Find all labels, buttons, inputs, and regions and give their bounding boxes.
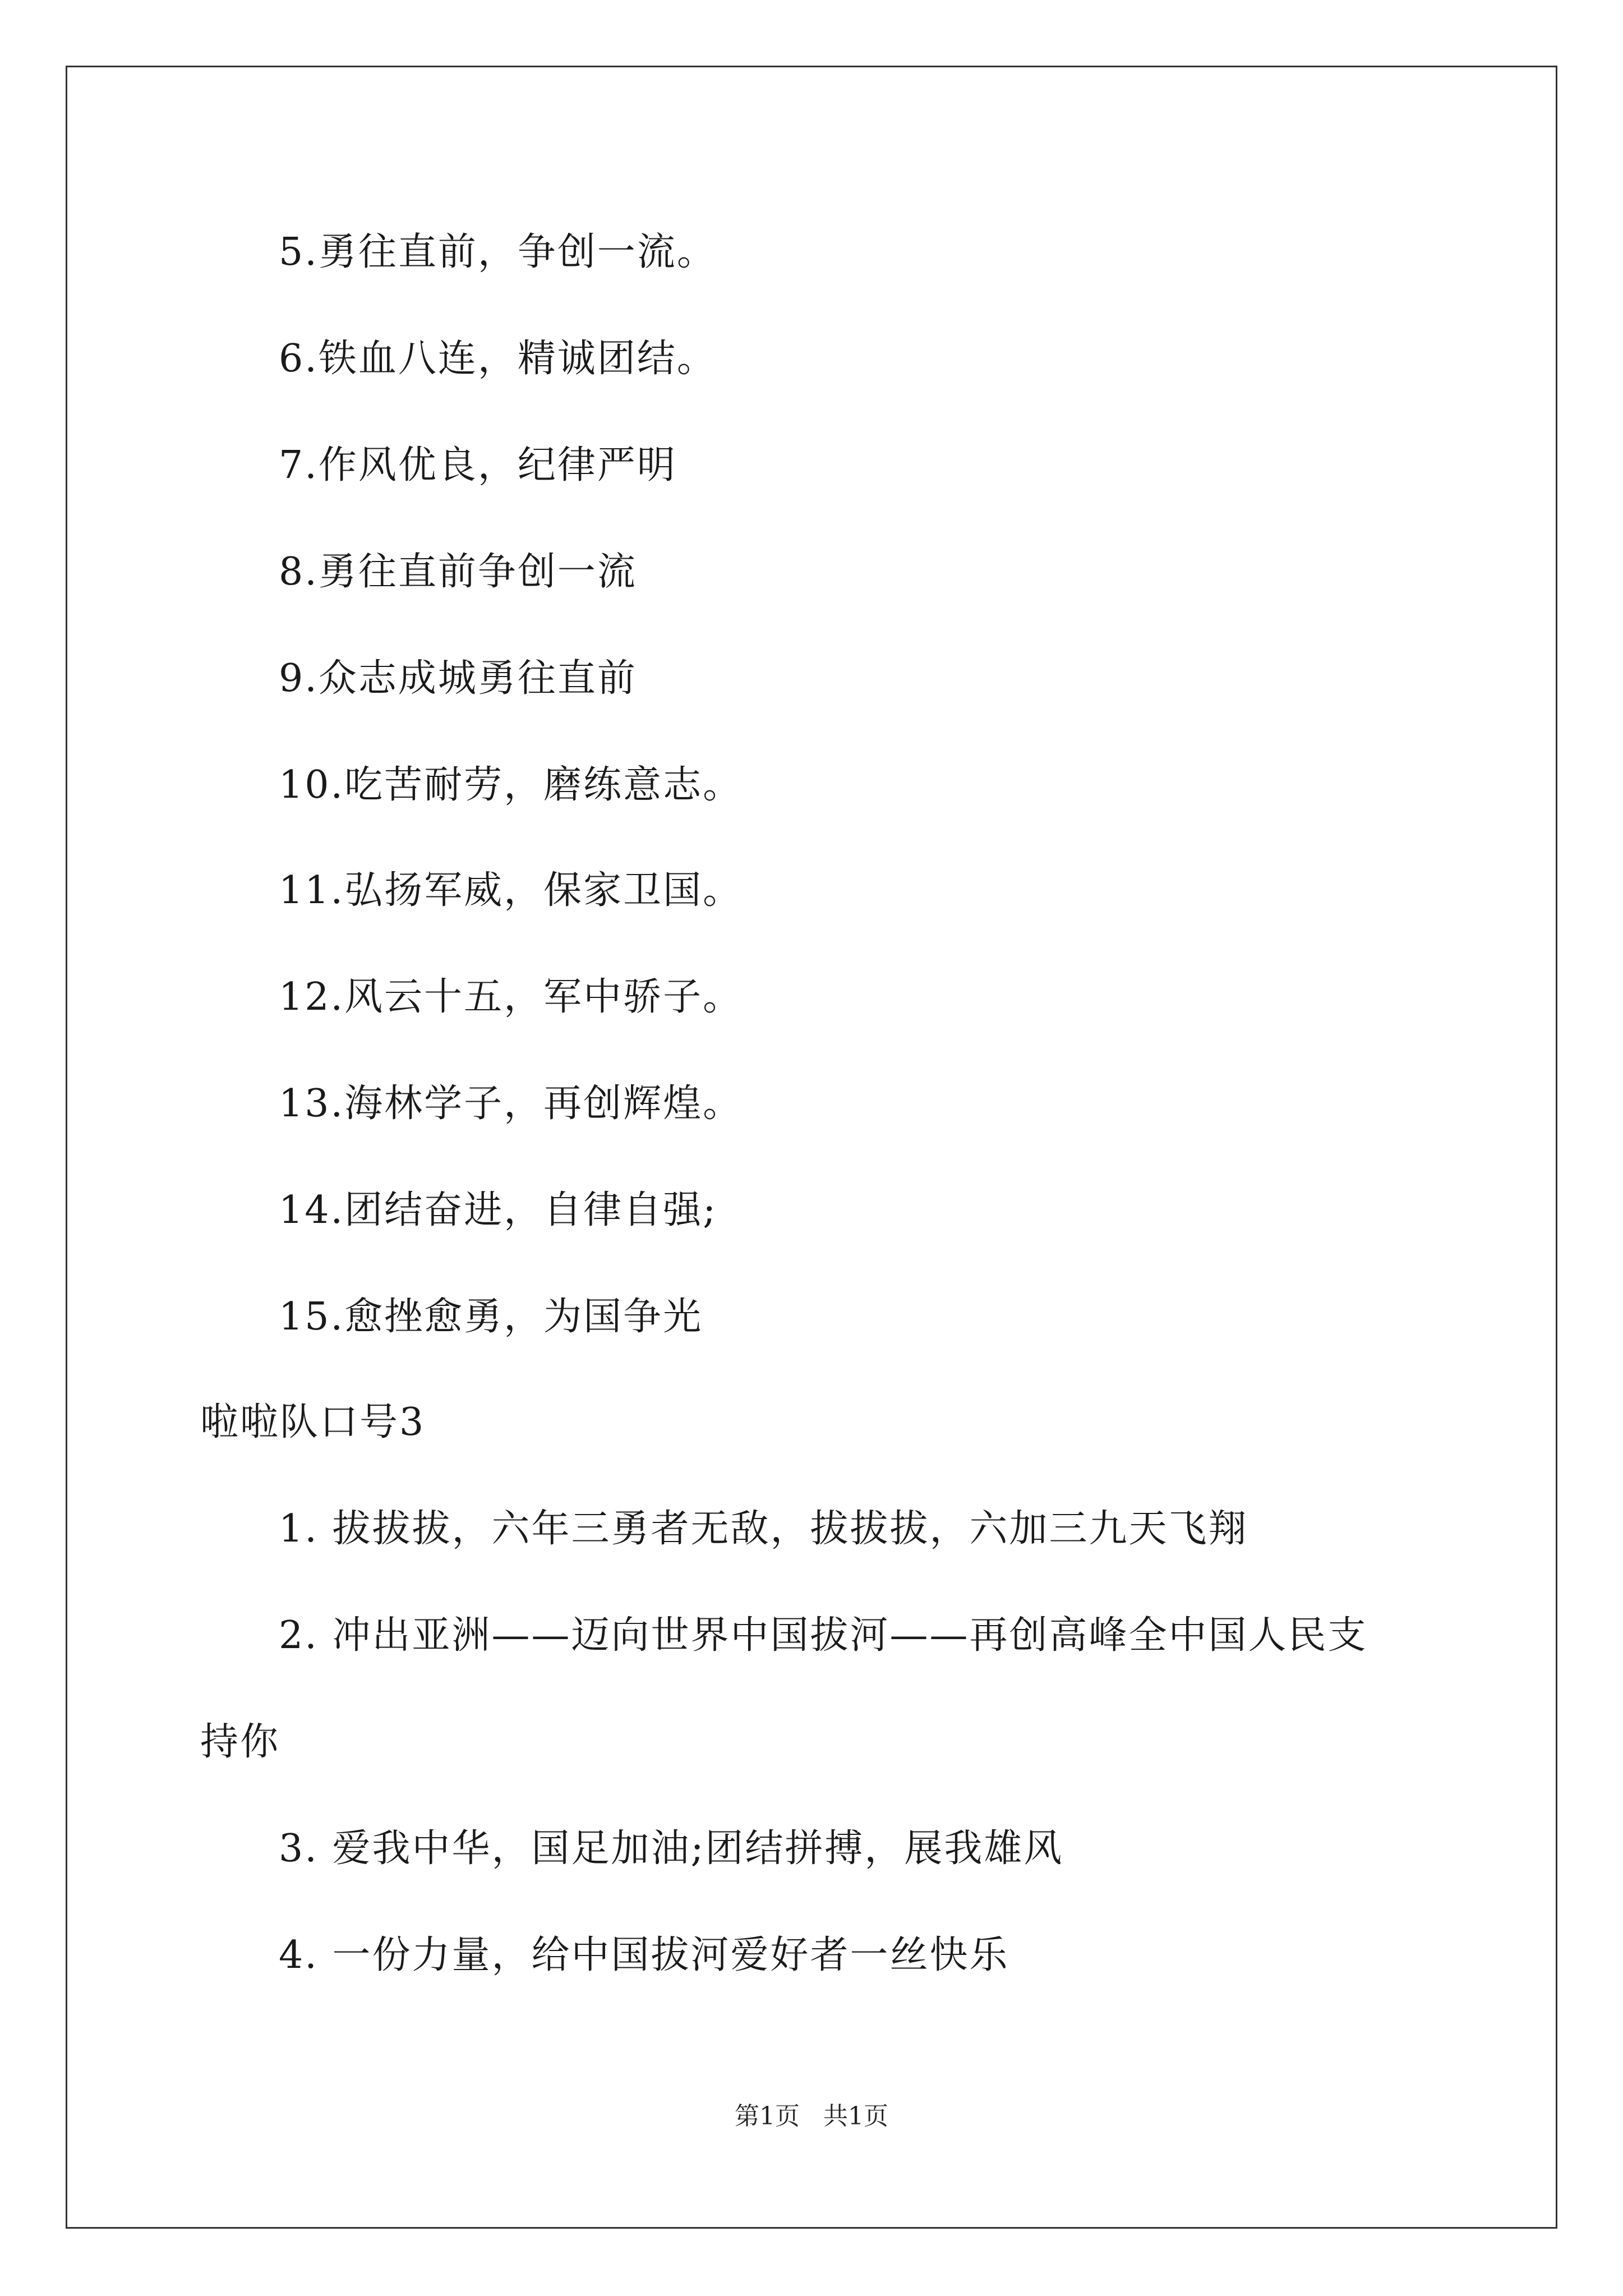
slogan-line-12: 12.风云十五，军中骄子。 xyxy=(279,975,743,1019)
section-heading: 啦啦队口号3 xyxy=(200,1400,426,1444)
page-border xyxy=(66,66,1557,2229)
cheer-line-2-continued: 持你 xyxy=(200,1720,280,1764)
cheer-line-2: 2. 冲出亚洲——迈向世界中国拔河——再创高峰全中国人民支 xyxy=(279,1613,1368,1658)
total-pages-label: 共1页 xyxy=(823,2102,888,2131)
cheer-line-1: 1. 拔拔拔，六年三勇者无敌，拔拔拔，六加三九天飞翔 xyxy=(279,1507,1248,1551)
slogan-line-6: 6.铁血八连，精诚团结。 xyxy=(279,337,717,381)
slogan-line-10: 10.吃苦耐劳，磨练意志。 xyxy=(279,763,743,807)
slogan-line-8: 8.勇往直前争创一流 xyxy=(279,550,637,594)
slogan-line-15: 15.愈挫愈勇，为国争光 xyxy=(279,1295,703,1339)
slogan-line-5: 5.勇往直前，争创一流。 xyxy=(279,230,717,274)
slogan-line-13: 13.海林学子，再创辉煌。 xyxy=(279,1082,743,1126)
page-footer xyxy=(0,2101,1623,2132)
page-number-label: 第1页 xyxy=(735,2102,800,2131)
slogan-line-14: 14.团结奋进，自律自强; xyxy=(279,1188,718,1232)
cheer-line-4: 4. 一份力量，给中国拔河爱好者一丝快乐 xyxy=(279,1933,1009,1977)
slogan-line-9: 9.众志成城勇往直前 xyxy=(279,656,637,701)
slogan-line-7: 7.作风优良，纪律严明 xyxy=(279,443,677,487)
cheer-line-3: 3. 爱我中华，国足加油;团结拼搏，展我雄风 xyxy=(279,1826,1064,1871)
slogan-line-11: 11.弘扬军威，保家卫国。 xyxy=(279,868,743,913)
